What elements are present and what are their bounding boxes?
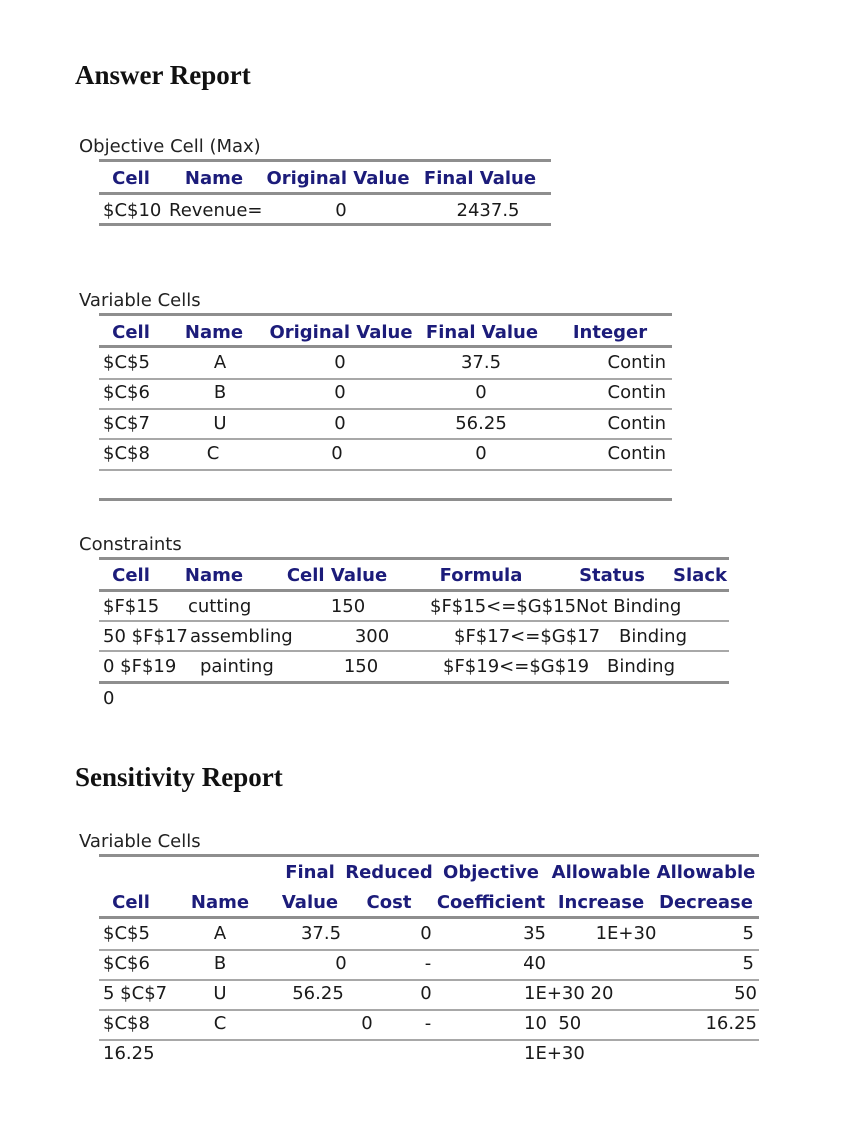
constraints-trailing-value: 0 bbox=[103, 688, 115, 709]
sens-name: U bbox=[213, 983, 227, 1004]
variable-name: U bbox=[213, 413, 227, 434]
col-header-allowable-dec: Allowable bbox=[656, 862, 756, 883]
sens-objective-coefficient: 1E+30 20 bbox=[524, 983, 614, 1004]
sens-final-value: 56.25 bbox=[292, 983, 344, 1004]
row-divider bbox=[99, 620, 729, 622]
sens-name: A bbox=[213, 923, 227, 944]
variable-cell-ref: $C$6 bbox=[103, 382, 150, 403]
constraint-cell-ref: 0 $F$19 bbox=[103, 656, 177, 677]
table-rule bbox=[99, 498, 672, 501]
sens-cell-ref: $C$8 bbox=[103, 1013, 150, 1034]
col-header-objective: Objective bbox=[443, 862, 539, 883]
table-rule bbox=[99, 159, 551, 162]
col-header-increase: Increase bbox=[557, 892, 645, 913]
col-header-formula: Formula bbox=[439, 565, 523, 586]
constraint-formula: $F$17<=$G$17 bbox=[454, 626, 601, 647]
col-header-value: Value bbox=[281, 892, 339, 913]
sens-final-value: 37.5 bbox=[300, 923, 342, 944]
constraint-status: Not Binding bbox=[576, 596, 682, 617]
constraint-cell-value: 300 bbox=[354, 626, 390, 647]
objective-final-value: 2437.5 bbox=[456, 200, 520, 221]
col-header-original-value: Original Value bbox=[269, 322, 413, 343]
constraint-status: Binding bbox=[607, 656, 676, 677]
variable-cell-ref: $C$8 bbox=[103, 443, 150, 464]
col-header-name: Name bbox=[184, 168, 244, 189]
objective-section-label: Objective Cell (Max) bbox=[79, 136, 261, 157]
col-header-final-value: Final Value bbox=[423, 168, 537, 189]
sens-allowable-decrease: 50 bbox=[734, 983, 757, 1004]
row-divider bbox=[99, 378, 672, 380]
sens-reduced-cost: 0 bbox=[420, 983, 432, 1004]
sens-objective-coefficient: 40 bbox=[523, 953, 546, 974]
constraint-cell-value: 150 bbox=[330, 596, 366, 617]
col-header-name: Name bbox=[184, 565, 244, 586]
variable-name: B bbox=[213, 382, 227, 403]
col-header-name: Name bbox=[190, 892, 250, 913]
sens-final-value: 0 bbox=[335, 953, 347, 974]
row-divider bbox=[99, 438, 672, 440]
col-header-status: Status bbox=[579, 565, 645, 586]
row-divider bbox=[99, 1039, 759, 1041]
sens-trailing-coef: 1E+30 bbox=[524, 1043, 585, 1064]
answer-variables-section-label: Variable Cells bbox=[79, 290, 201, 311]
constraints-section-label: Constraints bbox=[79, 534, 182, 555]
constraint-formula: $F$19<=$G$19 bbox=[443, 656, 590, 677]
sens-cell-ref: $C$5 bbox=[103, 923, 150, 944]
sens-reduced-cost: - bbox=[424, 1013, 432, 1034]
table-rule bbox=[99, 854, 759, 857]
constraint-cell-ref: 50 $F$17 bbox=[103, 626, 188, 647]
col-header-cell-value: Cell Value bbox=[286, 565, 388, 586]
col-header-reduced: Reduced bbox=[345, 862, 433, 883]
constraint-status: Binding bbox=[619, 626, 688, 647]
constraint-name: cutting bbox=[188, 596, 252, 617]
variable-integer: Contin bbox=[607, 443, 666, 464]
sens-allowable-decrease: 5 bbox=[742, 953, 754, 974]
variable-final-value: 37.5 bbox=[460, 352, 502, 373]
variable-integer: Contin bbox=[607, 352, 666, 373]
table-rule bbox=[99, 681, 729, 684]
answer-report-title: Answer Report bbox=[75, 60, 251, 90]
constraint-cell-value: 150 bbox=[343, 656, 379, 677]
variable-original-value: 0 bbox=[331, 443, 343, 464]
row-divider bbox=[99, 949, 759, 951]
col-header-coefficient: Coefficient bbox=[436, 892, 546, 913]
row-divider bbox=[99, 979, 759, 981]
sens-objective-coefficient: 35 bbox=[523, 923, 546, 944]
sens-allowable-increase: 1E+30 bbox=[595, 923, 657, 944]
variable-name: C bbox=[206, 443, 220, 464]
sens-allowable-decrease: 5 bbox=[742, 923, 754, 944]
variable-original-value: 0 bbox=[334, 382, 346, 403]
table-rule bbox=[99, 916, 759, 919]
sens-name: B bbox=[213, 953, 227, 974]
col-header-cell: Cell bbox=[112, 892, 150, 913]
sens-final-value: 0 bbox=[361, 1013, 373, 1034]
col-header-final: Final bbox=[285, 862, 335, 883]
variable-final-value: 0 bbox=[475, 382, 487, 403]
variable-final-value: 0 bbox=[475, 443, 487, 464]
variable-cell-ref: $C$7 bbox=[103, 413, 150, 434]
sensitivity-report-title: Sensitivity Report bbox=[75, 762, 283, 792]
row-divider bbox=[99, 469, 672, 471]
sens-reduced-cost: - bbox=[424, 953, 432, 974]
table-rule bbox=[99, 589, 729, 592]
constraint-name: assembling bbox=[190, 626, 293, 647]
constraint-formula: $F$15<=$G$15 bbox=[430, 596, 577, 617]
sens-reduced-cost: 0 bbox=[420, 923, 432, 944]
sens-objective-coefficient: 10 50 bbox=[524, 1013, 582, 1034]
col-header-integer: Integer bbox=[572, 322, 648, 343]
col-header-cell: Cell bbox=[112, 565, 150, 586]
variable-integer: Contin bbox=[607, 413, 666, 434]
variable-name: A bbox=[213, 352, 227, 373]
sens-cell-ref: 5 $C$7 bbox=[103, 983, 168, 1004]
variable-final-value: 56.25 bbox=[455, 413, 507, 434]
table-rule bbox=[99, 557, 729, 560]
row-divider bbox=[99, 408, 672, 410]
row-divider bbox=[99, 650, 729, 652]
col-header-final-value: Final Value bbox=[425, 322, 539, 343]
col-header-name: Name bbox=[184, 322, 244, 343]
variable-original-value: 0 bbox=[334, 352, 346, 373]
col-header-cell: Cell bbox=[112, 322, 150, 343]
table-rule bbox=[99, 223, 551, 226]
variable-cell-ref: $C$5 bbox=[103, 352, 150, 373]
col-header-slack: Slack bbox=[673, 565, 727, 586]
col-header-decrease: Decrease bbox=[659, 892, 753, 913]
sens-trailing-cell: 16.25 bbox=[103, 1043, 155, 1064]
sens-name: C bbox=[213, 1013, 227, 1034]
variable-original-value: 0 bbox=[334, 413, 346, 434]
row-divider bbox=[99, 1009, 759, 1011]
sens-cell-ref: $C$6 bbox=[103, 953, 150, 974]
sens-allowable-decrease: 16.25 bbox=[705, 1013, 757, 1034]
objective-cell-ref: $C$10 bbox=[103, 200, 162, 221]
constraint-name: painting bbox=[200, 656, 274, 677]
sensitivity-variables-section-label: Variable Cells bbox=[79, 831, 201, 852]
col-header-cell: Cell bbox=[112, 168, 150, 189]
table-rule bbox=[99, 192, 551, 195]
col-header-original-value: Original Value bbox=[266, 168, 410, 189]
constraint-cell-ref: $F$15 bbox=[103, 596, 160, 617]
table-rule bbox=[99, 313, 672, 316]
objective-name: Revenue= bbox=[169, 200, 263, 221]
objective-original-value: 0 bbox=[335, 200, 347, 221]
col-header-allowable-inc: Allowable bbox=[551, 862, 651, 883]
table-rule bbox=[99, 345, 672, 348]
variable-integer: Contin bbox=[607, 382, 666, 403]
col-header-cost: Cost bbox=[366, 892, 412, 913]
